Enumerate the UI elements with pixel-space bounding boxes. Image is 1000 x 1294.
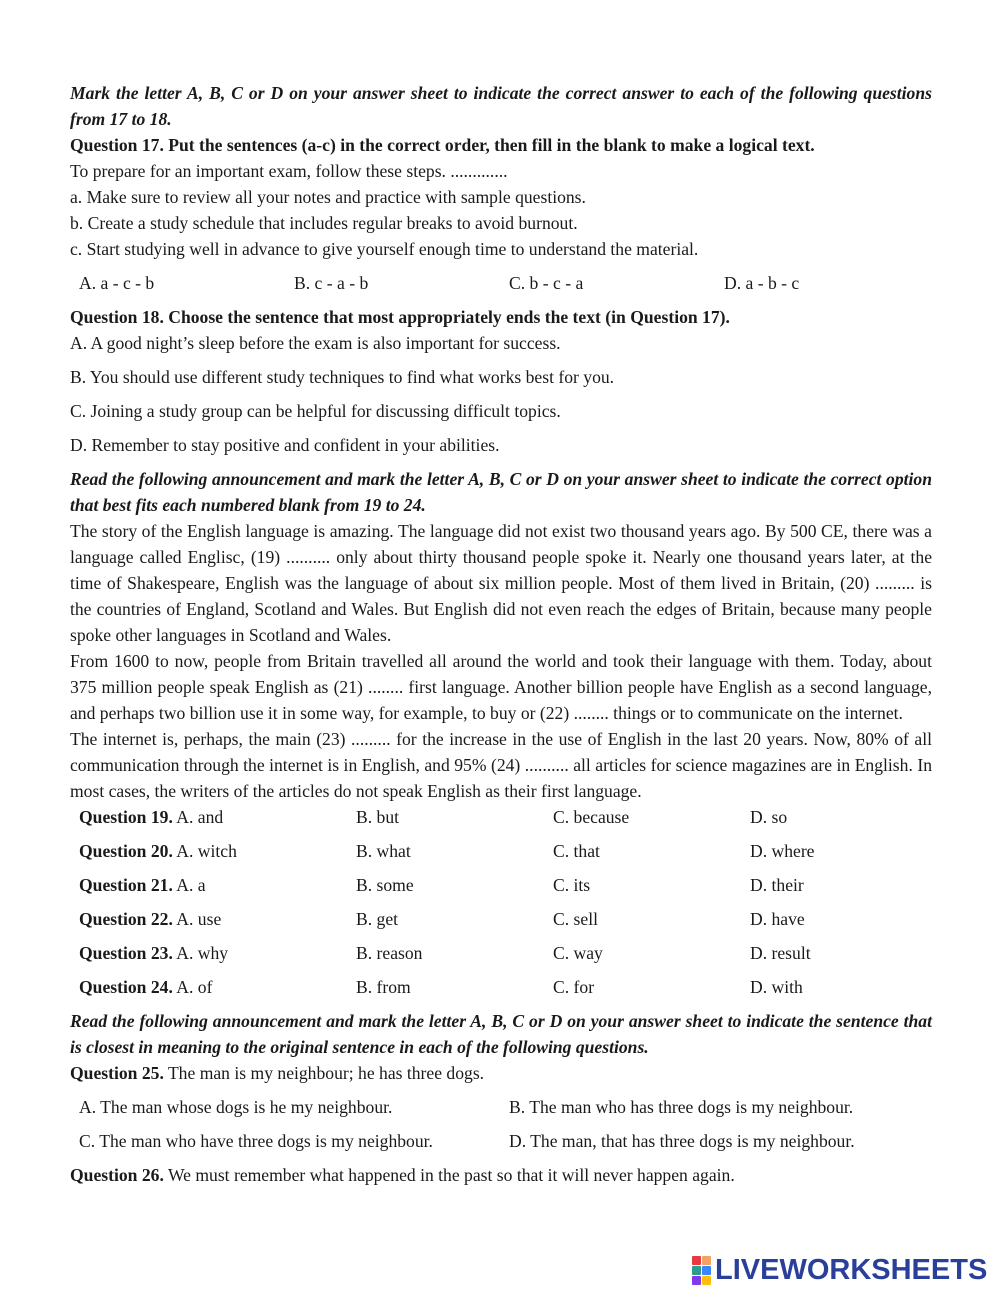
option-b[interactable]: B. reason (356, 943, 423, 963)
question-25-text: The man is my neighbour; he has three dogs. (163, 1063, 485, 1083)
question-17-sentence-c: c. Start studying well in advance to give yourself enough time to understand the material. (70, 239, 699, 259)
question-17-intro: To prepare for an important exam, follow these steps. ............. (70, 161, 508, 181)
question-row (70, 940, 932, 974)
question-18-option-c[interactable]: C. Joining a study group can be helpful for discussing difficult topics. (70, 401, 561, 421)
question-18-option-a[interactable]: A. A good night’s sleep before the exam is also important for success. (70, 333, 561, 353)
option-d[interactable]: D. where (750, 841, 815, 861)
option-a[interactable]: A. and (176, 807, 224, 827)
option-d[interactable]: D. have (750, 909, 805, 929)
question-row (70, 906, 932, 940)
question-17-option-d[interactable]: D. a - b - c (724, 273, 800, 293)
question-25-options-row-2 (70, 1128, 932, 1162)
logo-blocks-icon (692, 1256, 711, 1285)
option-b[interactable]: B. get (356, 909, 399, 929)
logo-block (692, 1276, 701, 1285)
option-a[interactable]: A. a (176, 875, 206, 895)
question-row (70, 838, 932, 872)
question-label: Question 24. (79, 977, 173, 997)
question-25-option-a[interactable]: A. The man whose dogs is he my neighbour. (79, 1097, 393, 1117)
question-17-title: Question 17. Put the sentences (a-c) in the correct order, then fill in the blank to make a logical text. (70, 135, 815, 155)
option-a[interactable]: A. witch (176, 841, 237, 861)
question-row (70, 974, 932, 1008)
option-a[interactable]: A. of (176, 977, 213, 997)
question-25-option-d[interactable]: D. The man, that has three dogs is my neighbour. (509, 1131, 855, 1151)
question-18-title: Question 18. Choose the sentence that most appropriately ends the text (in Question 17). (70, 307, 730, 327)
logo-block (692, 1256, 701, 1265)
question-18-option-b[interactable]: B. You should use different study techniques to find what works best for you. (70, 367, 615, 387)
option-b[interactable]: B. from (356, 977, 411, 997)
question-25-stem (70, 1060, 932, 1086)
reading-paragraph-3: The internet is, perhaps, the main (23) ......... for the increase in the use of English in the last 20 years. Now, 80% of all communication through the internet is in English, and 95% (24) .......... all articles for science magazines are in English. In most cases, the writers of the articles do not speak English as their first language. (70, 729, 932, 801)
question-17-sentence-b: b. Create a study schedule that includes regular breaks to avoid burnout. (70, 213, 578, 233)
option-d[interactable]: D. their (750, 875, 804, 895)
question-25-option-c[interactable]: C. The man who have three dogs is my neighbour. (79, 1131, 433, 1151)
question-row (70, 872, 932, 906)
section-instruction-25-26: Read the following announcement and mark the letter A, B, C or D on your answer sheet to indicate the sentence that is closest in meaning to the original sentence in each of the following questions. (70, 1011, 932, 1057)
option-b[interactable]: B. some (356, 875, 414, 895)
question-label: Question 20. (79, 841, 173, 861)
option-c[interactable]: C. because (553, 807, 630, 827)
option-d[interactable]: D. so (750, 807, 788, 827)
question-17-option-c[interactable]: C. b - c - a (509, 273, 584, 293)
question-row (70, 804, 932, 838)
question-26-stem (70, 1162, 932, 1188)
option-c[interactable]: C. sell (553, 909, 598, 929)
option-c[interactable]: C. that (553, 841, 600, 861)
option-c[interactable]: C. for (553, 977, 595, 997)
reading-paragraph-1: The story of the English language is amazing. The language did not exist two thousand years ago. By 500 CE, there was a language called Englisc, (19) .......... only about thirty thousand people spoke it. Nearly one thousand years later, at the time of Shakespeare, English was the language of about six million people. Most of them lived in Britain, (20) ......... is the countries of England, Scotland and Wales. But English did not even reach the edges of Britain, because many people spoke other languages in Scotland and Wales. (70, 521, 932, 645)
question-18-option-d[interactable]: D. Remember to stay positive and confident in your abilities. (70, 435, 500, 455)
logo-block (702, 1266, 711, 1275)
option-c[interactable]: C. way (553, 943, 603, 963)
question-label: Question 19. (79, 807, 173, 827)
question-17-options (70, 270, 932, 296)
option-b[interactable]: B. but (356, 807, 400, 827)
question-25-label: Question 25. (70, 1063, 164, 1083)
option-a[interactable]: A. why (176, 943, 229, 963)
question-26-label: Question 26. (70, 1165, 164, 1185)
question-25-option-b[interactable]: B. The man who has three dogs is my neighbour. (509, 1097, 854, 1117)
question-17-option-b[interactable]: B. c - a - b (294, 273, 369, 293)
section-instruction-17-18: Mark the letter A, B, C or D on your answer sheet to indicate the correct answer to each of the following questions from 17 to 18. (70, 83, 932, 129)
question-label: Question 22. (79, 909, 173, 929)
reading-paragraph-2: From 1600 to now, people from Britain travelled all around the world and took their language with them. Today, about 375 million people speak English as (21) ........ first language. Another billion people have English as a second language, and perhaps two billion use it in some way, for example, to buy or (22) ........ things or to communicate on the internet. (70, 651, 932, 723)
questions-19-24 (70, 804, 932, 1008)
logo-text: LIVEWORKSHEETS (715, 1254, 988, 1286)
option-d[interactable]: D. with (750, 977, 803, 997)
question-17-option-a[interactable]: A. a - c - b (79, 273, 155, 293)
option-a[interactable]: A. use (176, 909, 222, 929)
question-26-text: We must remember what happened in the past so that it will never happen again. (163, 1165, 735, 1185)
section-instruction-19-24: Read the following announcement and mark the letter A, B, C or D on your answer sheet to indicate the correct option that best fits each numbered blank from 19 to 24. (70, 469, 932, 515)
question-label: Question 23. (79, 943, 173, 963)
logo-block (702, 1256, 711, 1265)
logo-block (702, 1276, 711, 1285)
option-b[interactable]: B. what (356, 841, 411, 861)
option-c[interactable]: C. its (553, 875, 591, 895)
question-17-sentence-a: a. Make sure to review all your notes and practice with sample questions. (70, 187, 586, 207)
question-25-options-row-1 (70, 1094, 932, 1128)
question-label: Question 21. (79, 875, 173, 895)
worksheet-page (70, 80, 932, 1188)
liveworksheets-logo[interactable] (692, 1255, 987, 1285)
option-d[interactable]: D. result (750, 943, 811, 963)
logo-block (692, 1266, 701, 1275)
